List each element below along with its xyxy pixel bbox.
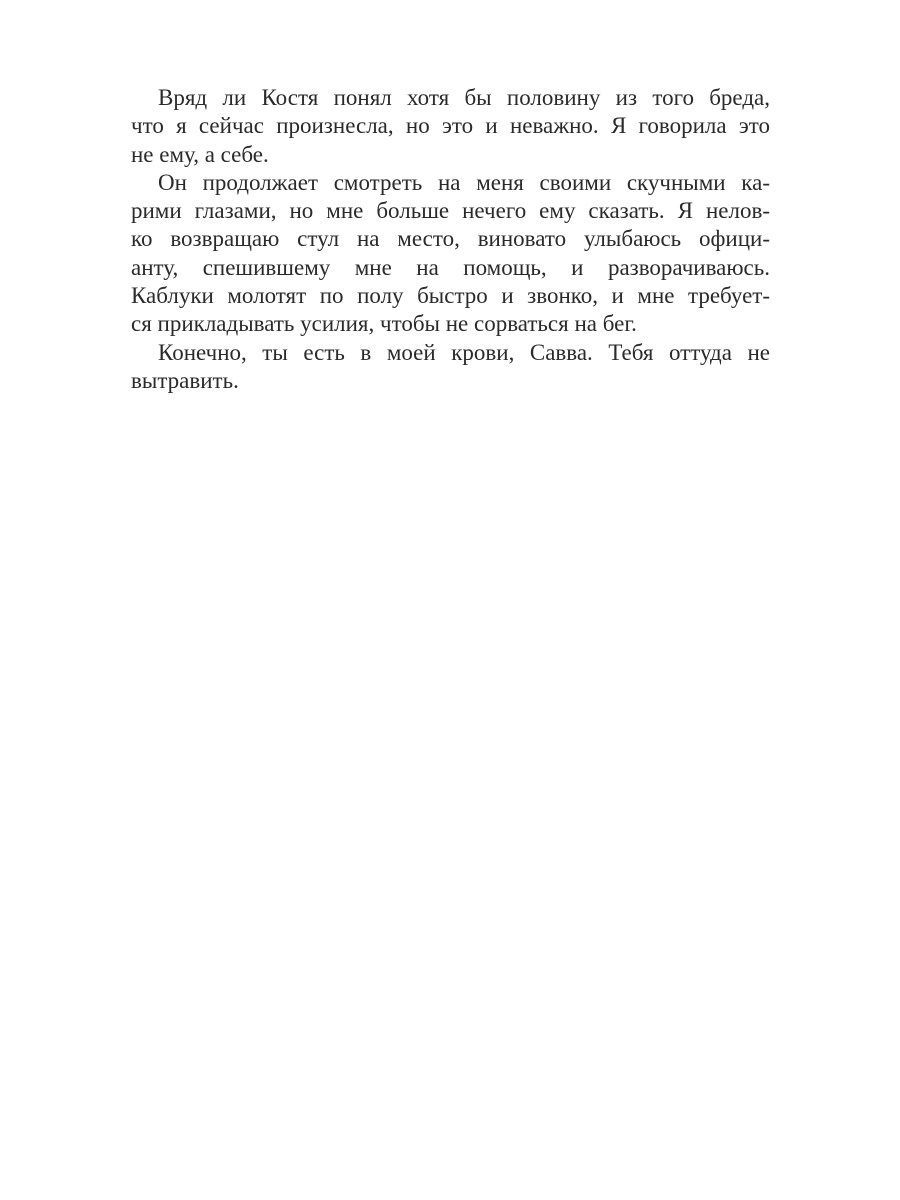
paragraph-3	[131, 339, 770, 396]
text-line: рими глазами, но мне больше нечего ему сказать. Я нелов-	[131, 198, 770, 224]
text-line: Вряд ли Костя понял хотя бы половину из того бреда,	[158, 85, 770, 110]
text-line: что я сейчас произнесла, но это и неважно. Я говорила это	[131, 113, 770, 139]
text-line: Каблуки молотят по полу быстро и звонко, и мне требует-	[131, 283, 770, 309]
page-body	[131, 84, 770, 395]
paragraph-2	[131, 169, 770, 339]
text-line: не ему, а себе.	[131, 141, 269, 167]
text-line: анту, спешившему мне на помощь, и разворачиваюсь.	[131, 254, 770, 280]
text-line: ся прикладывать усилия, чтобы не сорваться на бег.	[131, 311, 637, 337]
text-line: Он продолжает смотреть на меня своими скучными ка-	[158, 169, 770, 195]
text-line: Конечно, ты есть в моей крови, Савва. Тебя оттуда не	[158, 339, 770, 365]
text-line: ко возвращаю стул на место, виновато улыбаюсь офици-	[131, 226, 770, 252]
paragraph-1	[131, 84, 770, 169]
text-line: вытравить.	[131, 367, 239, 393]
